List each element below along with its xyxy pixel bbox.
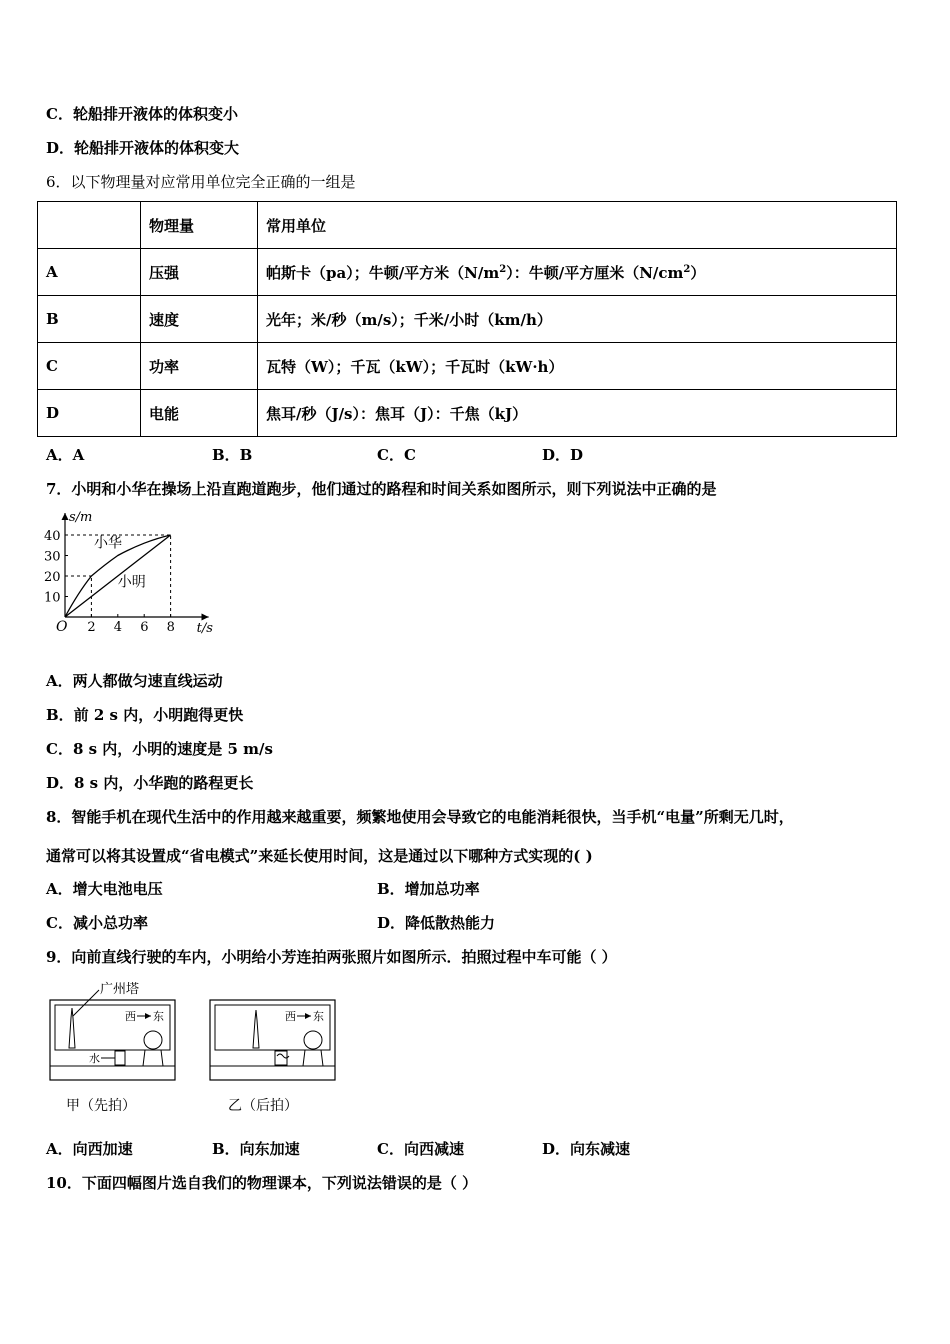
q7-option-c: C．8 s 内，小明的速度是 5 m/s: [46, 740, 273, 758]
tower-label: 广州塔: [100, 982, 140, 997]
row-letter: B: [38, 296, 141, 343]
table-row: [38, 249, 897, 296]
units-part: ）: [690, 263, 706, 282]
water-label: 水: [89, 1052, 100, 1065]
table-header-row: [38, 202, 897, 249]
y-tick-label: 40: [44, 529, 61, 544]
superscript: 2: [683, 263, 691, 275]
header-cell: 常用单位: [258, 202, 897, 249]
west-label: 西: [285, 1010, 296, 1023]
y-axis-label: s/m: [69, 510, 93, 525]
x-tick-label: 6: [140, 620, 149, 635]
question-8-stem-line1: 8．智能手机在现代生活中的作用越来越重要，频繁地使用会导致它的电能消耗很快，当手机“电量”所剩无几时，: [46, 808, 794, 826]
series-label: 小华: [94, 535, 123, 552]
east-label: 东: [153, 1010, 164, 1023]
row-units: 瓦特（W）；千瓦（kW）；千瓦时（kW·h）: [258, 343, 897, 390]
q7-option-d: D．8 s 内，小华跑的路程更长: [46, 774, 254, 792]
q9-option-b: B．向东加速: [212, 1140, 300, 1158]
q9-option-d: D．向东减速: [542, 1140, 631, 1158]
girl-head-icon: [144, 1031, 162, 1049]
row-letter: D: [38, 390, 141, 437]
row-quantity: 功率: [141, 343, 258, 390]
question-9-stem: 9．向前直线行驶的车内，小明给小芳连拍两张照片如图所示．拍照过程中车可能（ ）: [46, 948, 617, 966]
table-row: [38, 343, 897, 390]
table-row: [38, 390, 897, 437]
q7-option-b: B．前 2 s 内，小明跑得更快: [46, 706, 244, 724]
girl-head-icon: [304, 1031, 322, 1049]
option-d-prev: D．轮船排开液体的体积变大: [46, 139, 240, 157]
girl-body-icon: [143, 1050, 163, 1066]
q6-option-c: C．C: [377, 446, 416, 464]
row-units: 焦耳/秒（J/s）：焦耳（J）：千焦（kJ）: [258, 390, 897, 437]
q9-option-a: A．向西加速: [46, 1140, 133, 1158]
girl-body-icon: [303, 1050, 323, 1066]
header-cell: [38, 202, 141, 249]
x-tick-label: 4: [113, 620, 123, 635]
caption-yi: 乙（后拍）: [228, 1098, 298, 1114]
q7-option-a: A．两人都做匀速直线运动: [46, 672, 223, 690]
q8-option-c: C．减小总功率: [46, 914, 148, 932]
series-label: 小明: [117, 574, 146, 591]
q8-option-d: D．降低散热能力: [377, 914, 496, 932]
row-units: 光年；米/秒（m/s）；千米/小时（km/h）: [258, 296, 897, 343]
q6-option-b: B．B: [212, 446, 253, 464]
question-10-stem: 10．下面四幅图片选自我们的物理课本，下列说法错误的是（ ）: [46, 1174, 478, 1192]
y-tick-label: 20: [44, 570, 61, 585]
origin-label: O: [56, 619, 68, 635]
question-8-stem-line2: 通常可以将其设置成“省电模式”来延长使用时间，这是通过以下哪种方式实现的( ): [46, 847, 593, 865]
question-7-stem: 7．小明和小华在操场上沿直跑道跑步，他们通过的路程和时间关系如图所示，则下列说法中正确的是: [46, 480, 717, 498]
x-tick-label: 8: [166, 620, 175, 635]
q6-option-a: A．A: [46, 446, 85, 464]
y-tick-label: 30: [44, 549, 61, 565]
q6-option-d: D．D: [542, 446, 584, 464]
question-6-stem: 6．以下物理量对应常用单位完全正确的一组是: [46, 173, 356, 191]
row-units: [258, 249, 897, 296]
option-c-prev: C．轮船排开液体的体积变小: [46, 105, 238, 123]
units-table: [37, 201, 897, 437]
caption-jia: 甲（先拍）: [66, 1098, 136, 1114]
header-cell: 物理量: [141, 202, 258, 249]
photo-yi: [205, 978, 340, 1083]
q8-option-a: A．增大电池电压: [46, 880, 163, 898]
units-part: 帕斯卡（pa）；牛顿/平方米（N/m: [266, 263, 500, 282]
row-quantity: 压强: [141, 249, 258, 296]
west-label: 西: [125, 1010, 136, 1023]
row-quantity: 电能: [141, 390, 258, 437]
q9-option-c: C．向西减速: [377, 1140, 464, 1158]
row-letter: A: [38, 249, 141, 296]
table-row: [38, 296, 897, 343]
x-axis-label: t/s: [196, 621, 213, 636]
photo-jia: [45, 978, 180, 1083]
superscript: 2: [499, 263, 507, 275]
row-quantity: 速度: [141, 296, 258, 343]
y-tick-label: 10: [44, 590, 61, 606]
cup-icon: [115, 1051, 125, 1065]
distance-time-chart: [40, 505, 230, 640]
units-part: ）：牛顿/平方厘米（N/cm: [506, 263, 684, 282]
x-tick-label: 2: [87, 620, 96, 635]
row-letter: C: [38, 343, 141, 390]
east-label: 东: [313, 1010, 324, 1023]
q8-option-b: B．增加总功率: [377, 880, 480, 898]
